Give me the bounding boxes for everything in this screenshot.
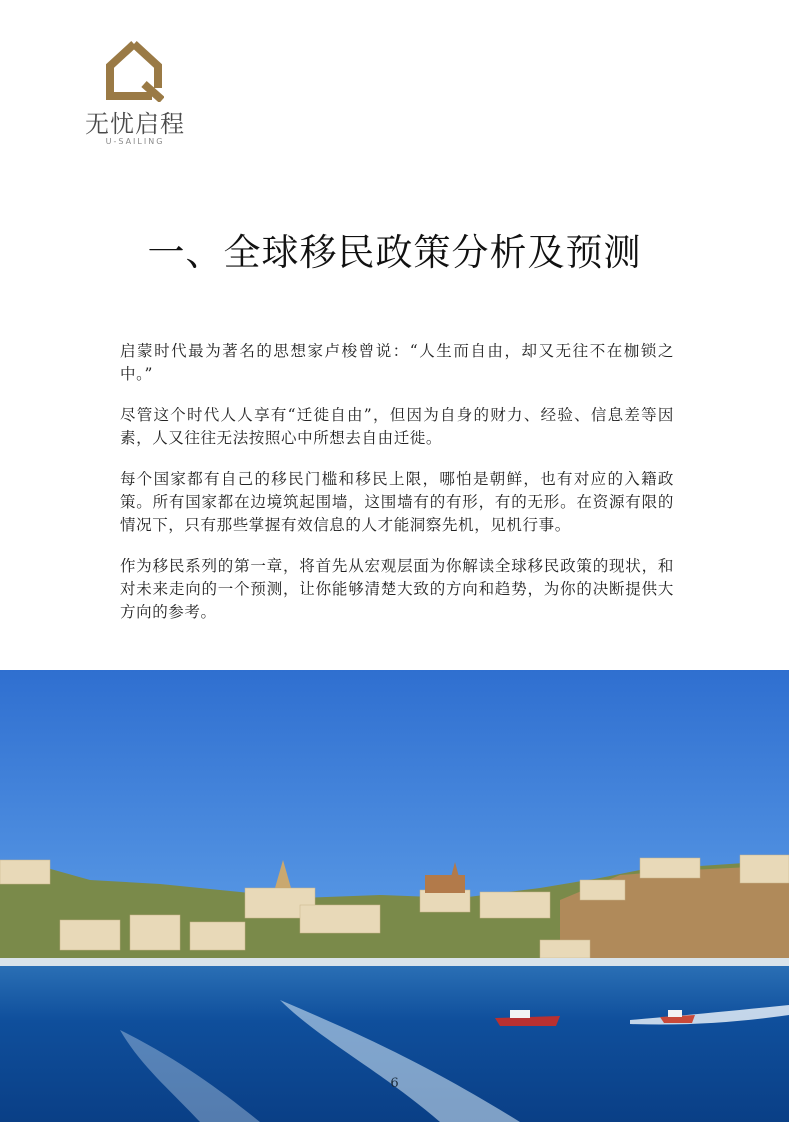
- logo-house-icon: [104, 40, 164, 102]
- paragraph-4: 作为移民系列的第一章，将首先从宏观层面为你解读全球移民政策的现状，和对未来走向的一个预测，让你能够清楚大致的方向和趋势，为你的决断提供大方向的参考。: [120, 557, 674, 621]
- body-text: [120, 340, 674, 642]
- harbor-photo: [0, 670, 789, 1122]
- logo-text-en: U-SAILING: [105, 137, 165, 146]
- logo-text-cn: 无忧启程: [85, 110, 185, 138]
- paragraph-2: 尽管这个时代人人享有“迁徙自由”，但因为自身的财力、经验、信息差等因素，人又往往无法按照心中所想去自由迁徙。: [120, 406, 674, 447]
- page-number: 6: [390, 1076, 399, 1091]
- brand-logo: [80, 40, 190, 150]
- paragraph-1: 启蒙时代最为著名的思想家卢梭曾说：“人生而自由，却又无往不在枷锁之中。”: [120, 342, 674, 383]
- paragraph-3: 每个国家都有自己的移民门槛和移民上限，哪怕是朝鲜，也有对应的入籍政策。所有国家都在边境筑起围墙，这围墙有的有形，有的无形。在资源有限的情况下，只有那些掌握有效信息的人才能洞察先机，见机行事。: [120, 470, 674, 534]
- page-title: 一、全球移民政策分析及预测: [147, 231, 642, 274]
